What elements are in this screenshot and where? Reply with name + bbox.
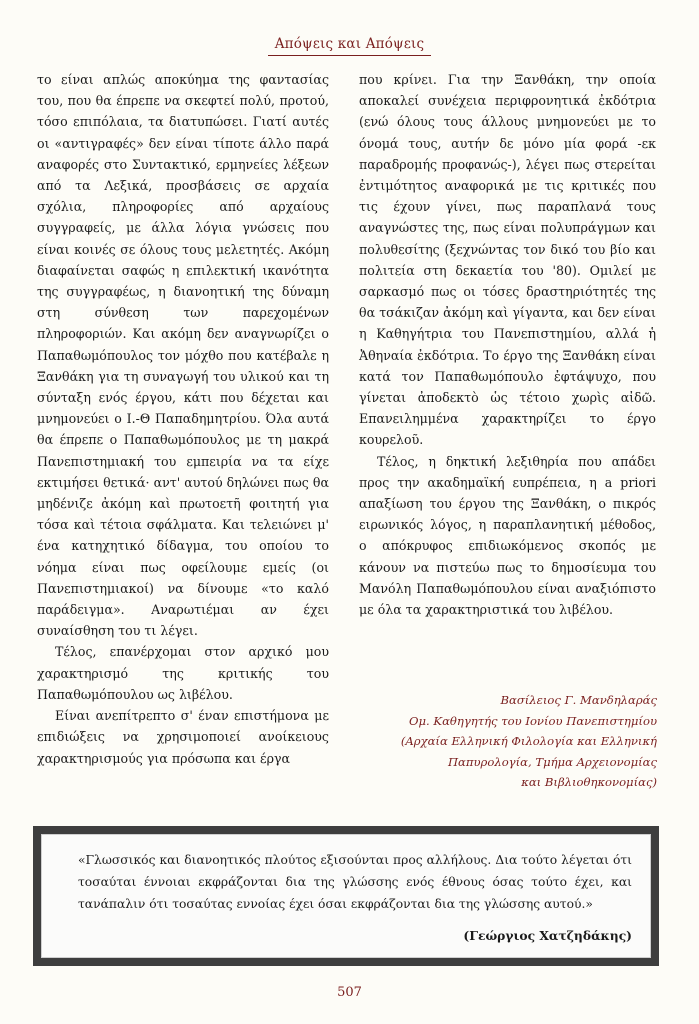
quote-text: «Γλωσσικός και διανοητικός πλούτος εξισούνται προς αλλήλους. Δια τούτο λέγεται ότι τοσαύται έννοιαι εκφράζονται δια της γλώσσης ενός έθνους όσας τούτο έχει, και τανάπαλιν ότι τοσαύτας εννοίας έχει όσαι εκφράζονται δια της γλώσσης αυτού.» (78, 853, 632, 911)
author-department: (Αρχαία Ελληνική Φιλολογία και Ελληνική (400, 734, 657, 748)
quote-author: (Γεώργιος Χατζηδάκης) (463, 928, 632, 943)
quote-box (33, 826, 659, 966)
body-paragraph: Τέλος, η δηκτική λεξιθηρία που απάδει προς την ακαδημαϊκή ευπρέπεια, η a priori απαξίωση του έργου της Ξανθάκη, ο πικρός ειρωνικός λόγος, η παραπλανητική μέθοδος, ο απόκρυφος επιδιωκόμενος σκοπός με κάνουν να πιστεύω πως το δημοσίευμα του Μανόλη Παπαθωμόπουλου είναι αναξιόπιστο με όλα τα χαρακτηριστικά του λιβέλου. (359, 453, 656, 618)
left-column (37, 69, 329, 769)
page-number: 507 (337, 985, 362, 1000)
body-paragraph: Είναι ανεπίτρεπτο σ' έναν επιστήμονα με επιδιώξεις να χρησιμοποιεί ανοίκειους χαρακτηρισμούς για πρόσωπα και έργα (37, 708, 329, 766)
running-header: Απόψεις και Απόψεις (274, 36, 425, 52)
author-title: Ομ. Καθηγητής του Ιονίου Πανεπιστημίου (409, 713, 657, 728)
author-signature (370, 690, 657, 793)
body-paragraph: Τέλος, επανέρχομαι στον αρχικό μου χαρακτηρισμό της κριτικής του Παπαθωμόπουλου ως λιβέλου. (37, 644, 329, 702)
header-underline (268, 55, 431, 56)
body-paragraph: το είναι απλώς αποκύημα της φαντασίας του, που θα έπρεπε να σκεφτεί πολύ, προτού, τόσο επιπόλαια, τα διατυπώσει. Γιατί αυτές οι «αντιγραφές» δεν είναι τίποτε άλλο παρά αναφορές στο Συντακτικό, ερμηνείες λέξεων από τα Λεξικά, προσβάσεις σε αρχαία σχόλια, πληροφορίες από αρχαίους συγγραφείς, με άλλα λόγια γνώσεις που είναι κοινές σε όλους τους μελετητές. Ακόμη διαφαίνεται σαφώς η επιλεκτική ικανότητα της συγγραφέως, η διανοητική της δύναμη στη σύνθεση των παρεχομένων πληροφοριών. Και ακόμη δεν αναγνωρίζει ο Παπαθωμόπουλος τον μόχθο που κατέβαλε η Ξανθάκη για τη συναγωγή του υλικού και τη σύνταξη ενός έργου, κάτι που δέχεται και μνημονεύει ο Ι.-Θ Παπαδημητρίου. Όλα αυτά θα έπρεπε ο Παπαθωμόπουλος με τη μακρά Πανεπιστημιακή του εμπειρία να τα είχε εκτιμήσει θετικά· αντ' αυτού δηλώνει πως θα μηδένιζε ἀκόμη καὶ πρωτοετῆ φοιτητή για τόσα καὶ τέτοια σφάλματα. Και τελειώνει μ' ένα κατηχητικό δίδαγμα, του οποίου το νόημα είναι πως οφείλουμε εμείς (οι Πανεπιστημιακοί) να δίνουμε «το καλό παράδειγμα». Αναρωτιέμαι αν έχει συναίσθηση του τι λέγει. (37, 72, 329, 639)
right-column (359, 69, 656, 620)
body-paragraph: που κρίνει. Για την Ξανθάκη, την οποία αποκαλεί συνέχεια περιφρονητικά ἐκδότρια (ενώ όλους τους άλλους μνημονεύει με το όνομά τους, αυτήν δε μόνο μία φορά -εκ παραδρομής προφανώς-), λέγει πως στερείται ἐντιμότητος αναφορικά με τις κριτικές που τις έχουν γίνει, πως παραπλανά τους αναγνώστες της, πως είναι πολυπράγμων και πολυθεσίτης (ξεχνώντας τον δικό του βίο και πολιτεία στη δεκαετία του '80). Ομιλεί με σαρκασμό πως οι τόσες δραστηριότητές της θα τσάκιζαν ἀκόμη καὶ γίγαντα, και δεν είναι η Καθηγήτρια του Πανεπιστημίου, αλλά ἡ Ἀθηναία ἐκδότρια. Το έργο της Ξανθάκη είναι κατά τον Παπαθωμόπουλο ἐφτάψυχο, που γίνεται ἀποδεκτὸ ὡς τέτοιο χωρὶς αἰδῶ. Επανειλημμένα χαρακτηρίζει το έργο κουρελοῦ. (359, 72, 656, 448)
author-department: Παπυρολογία, Τμήμα Αρχειονομίας (447, 754, 657, 769)
author-name: Βασίλειος Γ. Μανδηλαράς (500, 693, 657, 707)
author-department: και Βιβλιοθηκονομίας) (521, 775, 657, 789)
quote-panel (41, 834, 651, 958)
